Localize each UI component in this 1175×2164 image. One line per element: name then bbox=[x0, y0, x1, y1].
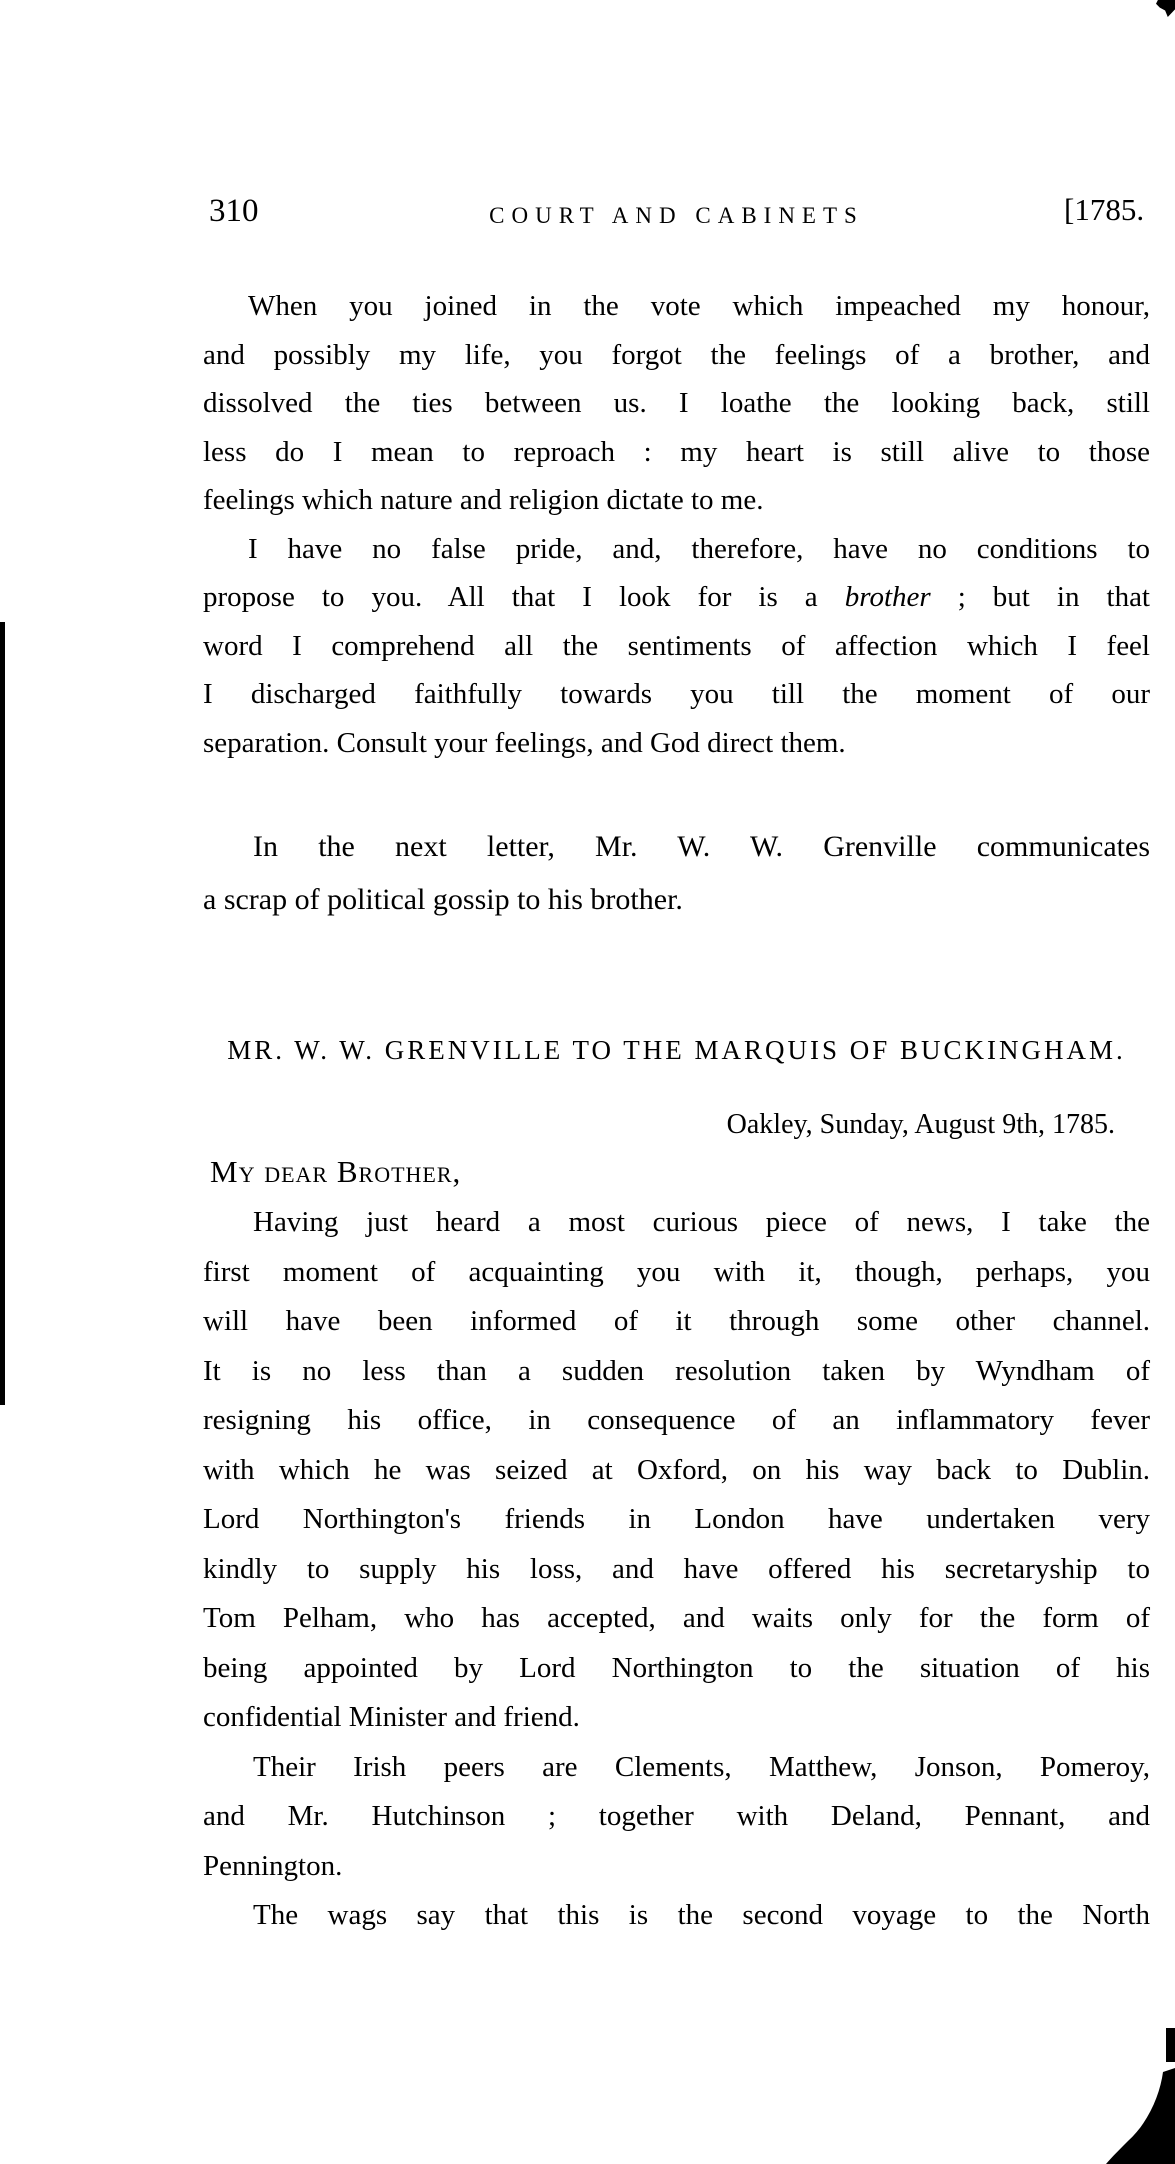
text-run: kindly to supply his loss, and have offered his secretaryship to bbox=[203, 1552, 1150, 1585]
text-run: with which he was seized at Oxford, on his way back to Dublin. bbox=[203, 1453, 1150, 1486]
running-title: COURT AND CABINETS bbox=[489, 203, 864, 228]
scan-artifact-left-edge-line bbox=[0, 622, 5, 1405]
text-line bbox=[203, 282, 1150, 331]
text-line bbox=[203, 1347, 1150, 1397]
letter-dateline: Oakley, Sunday, August 9th, 1785. bbox=[726, 1109, 1115, 1140]
text-run: propose to you. All that I look for is a bbox=[203, 581, 845, 613]
text-run: resigning his office, in consequence of an inflammatory fever bbox=[203, 1404, 1150, 1436]
text-line bbox=[203, 1446, 1150, 1496]
text-run: first moment of acquainting you with it, though, perhaps, you bbox=[203, 1255, 1150, 1288]
italic-text-run: brother bbox=[844, 581, 931, 613]
text-run: being appointed by Lord Northington to the situation of his bbox=[203, 1651, 1150, 1684]
text-run: It is no less than a sudden resolution taken by Wyndham of bbox=[203, 1354, 1150, 1387]
text-line bbox=[203, 1743, 1150, 1793]
scan-artifact-bottom-right-wedge bbox=[1100, 2065, 1175, 2164]
text-line bbox=[203, 1396, 1150, 1446]
text-line bbox=[203, 1644, 1150, 1694]
text-run: I have no false pride, and, therefore, have no conditions to bbox=[248, 532, 1150, 565]
text-line bbox=[203, 379, 1150, 428]
text-line bbox=[203, 428, 1150, 477]
text-run: I discharged faithfully towards you till the moment of our bbox=[203, 678, 1150, 710]
text-run: Having just heard a most curious piece of news, I take the bbox=[253, 1206, 1150, 1238]
text-line bbox=[203, 820, 1150, 873]
text-run: Their Irish peers are Clements, Matthew, Jonson, Pomeroy, bbox=[253, 1750, 1150, 1783]
text-line bbox=[203, 1594, 1150, 1644]
text-line bbox=[203, 719, 1150, 768]
text-line bbox=[203, 1693, 1150, 1743]
text-line bbox=[203, 1792, 1150, 1842]
text-run: The wags say that this is the second voyage to the North bbox=[253, 1899, 1150, 1931]
text-run: Pennington. bbox=[203, 1849, 343, 1882]
text-run: separation. Consult your feelings, and God direct them. bbox=[203, 726, 846, 759]
text-line bbox=[203, 1545, 1150, 1595]
text-run: In the next letter, Mr. W. W. Grenville communicates bbox=[253, 830, 1150, 863]
text-line bbox=[203, 573, 1150, 622]
letter-heading: MR. W. W. GRENVILLE TO THE MARQUIS OF BUCKINGHAM. bbox=[227, 1035, 1126, 1065]
text-line bbox=[203, 670, 1150, 719]
page-number: 310 bbox=[209, 193, 259, 229]
text-line bbox=[203, 525, 1150, 574]
letter-salutation: My dear Brother, bbox=[210, 1154, 462, 1189]
text-run: When you joined in the vote which impeached my honour, bbox=[248, 290, 1150, 322]
text-line bbox=[203, 331, 1150, 380]
letter-one-body bbox=[203, 282, 1150, 767]
text-run: less do I mean to reproach : my heart is still alive to those bbox=[203, 435, 1150, 468]
text-run: and Mr. Hutchinson ; together with Deland, Pennant, and bbox=[203, 1800, 1150, 1832]
scan-artifact-top-right-mark bbox=[1156, 0, 1175, 17]
editorial-note bbox=[203, 820, 1150, 926]
text-line bbox=[203, 1297, 1150, 1347]
text-line bbox=[203, 1891, 1150, 1941]
scan-artifact-bottom-right-bar bbox=[1166, 2028, 1175, 2062]
text-run: dissolved the ties between us. I loathe the looking back, still bbox=[203, 387, 1150, 419]
text-line bbox=[203, 1842, 1150, 1892]
text-run: feelings which nature and religion dictate to me. bbox=[203, 484, 764, 516]
text-run: word I comprehend all the sentiments of affection which I feel bbox=[203, 629, 1150, 662]
text-run: a scrap of political gossip to his brother. bbox=[203, 883, 683, 916]
text-run: and possibly my life, you forgot the feelings of a brother, and bbox=[203, 338, 1150, 371]
text-line bbox=[203, 622, 1150, 671]
text-run: Lord Northington's friends in London have undertaken very bbox=[203, 1503, 1150, 1535]
year-marker: [1785. bbox=[1064, 192, 1145, 227]
text-line bbox=[203, 1248, 1150, 1298]
text-line bbox=[203, 1495, 1150, 1545]
text-line bbox=[203, 476, 1150, 525]
text-run: confidential Minister and friend. bbox=[203, 1701, 580, 1733]
text-run: ; but in that bbox=[930, 581, 1150, 613]
text-line bbox=[203, 1198, 1150, 1248]
letter-two-body bbox=[203, 1198, 1150, 1941]
text-run: Tom Pelham, who has accepted, and waits only for the form of bbox=[203, 1602, 1150, 1634]
text-run: will have been informed of it through some other channel. bbox=[203, 1305, 1150, 1337]
text-line bbox=[203, 873, 1150, 926]
